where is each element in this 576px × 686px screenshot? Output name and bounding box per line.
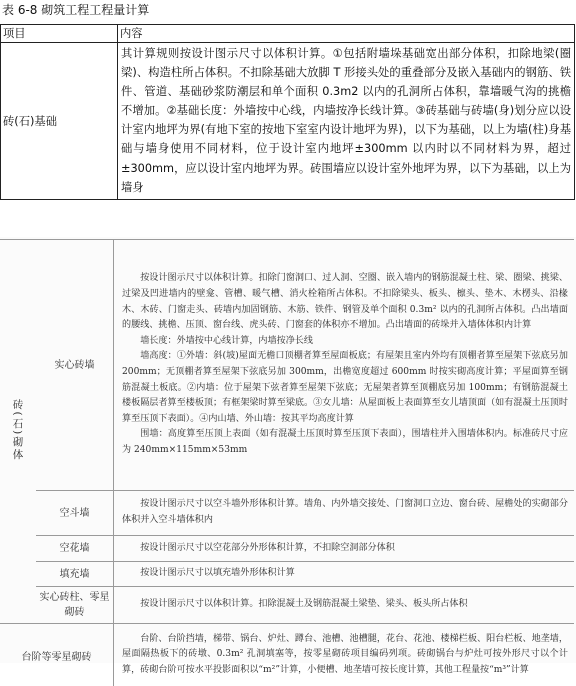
desc-paragraph: 按设计图示尺寸以填充墙外形体积计算 (122, 566, 568, 582)
table-row (0, 240, 574, 491)
row-name-steps-misc: 台阶等零星砌砖 (0, 624, 114, 686)
quantity-rules-table (0, 24, 575, 200)
scanned-table-image (0, 237, 576, 663)
row-name-lattice-wall: 空花墙 (36, 536, 114, 562)
row-name-brick-column: 实心砖柱、零星砌砖 (36, 587, 114, 624)
masonry-rules-table (0, 239, 574, 686)
table-row (0, 587, 574, 624)
table-row (0, 491, 574, 536)
desc-paragraph: 墙高度：①外墙：斜(坡)屋面无檐口顶棚者算至屋面板底；有屋架且室内外均有顶棚者算至屋架下弦底另加 200mm；无顶棚者算至屋架下弦底另加 300mm，出檐宽度超过 600mm 时按实砌高度计算；平屋面算至钢筋混凝土板底。②内墙：位于屋架下弦者算至屋架下弦底；无屋架者算至顶棚底另加 100mm；有钢筋混凝土楼板隔层者算至楼板顶；有框架梁时算至梁底。③女儿墙：从屋面板上表面算至女儿墙顶面（如有混凝土压顶时算至压顶下表面）。④内山墙、外山墙：按其平均高度计算 (122, 349, 568, 427)
row-desc-steps-misc (114, 624, 575, 686)
row-content-brick-foundation: 其计算规则按设计图示尺寸以体积计算。①包括附墙垛基础宽出部分体积，扣除地梁(圈梁)、构造柱所占体积。不扣除基础大放脚 T 形接头处的重叠部分及嵌入基础内的钢筋、铁件、管道、基础砂浆防潮层和单个面积 0.3m2 以内的孔洞所占体积，靠墙暖气沟的挑檐不增加。②基础长度：外墙按中心线，内墙按净长线计算。③砖基础与砖墙(身)划分应以设计室内地坪为界(有地下室的按地下室室内设计地坪为界)，以下为基础，以上为墙(柱)身基础与墙身使用不同材料，位于设计室内地坪±300mm 以内时以不同材料为界，超过±300mm，应以设计室内地坪为界。砖围墙应以设计室外地坪为界，以下为基础，以上为墙身 (118, 43, 575, 200)
table-row (0, 536, 574, 562)
desc-paragraph: 墙长度：外墙按中心线计算，内墙按净长线 (122, 334, 568, 350)
desc-paragraph: 按设计图示尺寸以体积计算。扣除门窗洞口、过人洞、空圈、嵌入墙内的钢筋混凝土柱、梁、圈梁、挑梁、过梁及凹进墙内的壁龛、管槽、暖气槽、消火栓箱所占体积。不扣除梁头、板头、檩头、垫木、木楞头、沿椽木、木砖、门窗走头、砖墙内加固钢筋、木筋、铁件、钢管及单个面积 0.3m² 以内的孔洞所占体积。凸出墙面的腰线、挑檐、压顶、窗台线、虎头砖、门窗套的体积亦不增加。凸出墙面的砖垛并入墙体体积内计算 (122, 271, 568, 333)
desc-paragraph: 按设计图示尺寸以空斗墙外形体积计算。墙角、内外墙交接处、门窗洞口立边、窗台砖、屋檐处的实砌部分体积并入空斗墙体积内 (122, 497, 568, 528)
table-header-row (1, 25, 575, 43)
row-desc-lattice-wall (114, 536, 575, 562)
row-name-hollow-wall: 空斗墙 (36, 491, 114, 536)
row-name-infill-wall: 填充墙 (36, 562, 114, 587)
table-row (0, 562, 574, 587)
row-desc-hollow-wall (114, 491, 575, 536)
row-item-brick-foundation: 砖(石)基础 (1, 43, 118, 200)
row-name-solid-brick-wall: 实心砖墙 (36, 240, 114, 491)
table-caption: 表 6-8 砌筑工程工程量计算 (2, 3, 149, 17)
row-desc-solid-brick-wall (114, 240, 575, 491)
header-content: 内容 (118, 25, 575, 43)
desc-paragraph: 围墙：高度算至压顶上表面（如有混凝土压顶时算至压顶下表面），围墙柱并入围墙体积内。标准砖尺寸应为 240mm×115mm×53mm (122, 427, 568, 458)
desc-paragraph: 按设计图示尺寸以空花部分外形体积计算，不扣除空洞部分体积 (122, 541, 568, 557)
category-cell (0, 240, 36, 624)
table-row (0, 624, 574, 686)
category-label: 砖(石)砌体 (11, 399, 26, 461)
row-desc-brick-column (114, 587, 575, 624)
table-row (1, 43, 575, 200)
row-desc-infill-wall (114, 562, 575, 587)
header-item: 项目 (1, 25, 118, 43)
desc-paragraph: 台阶、台阶挡墙，梯带、锅台、炉灶、蹲台、池槽、池槽腿，花台、花池、楼梯栏板、阳台栏板、地垄墙，屋面隔热板下的砖墩、0.3m² 孔洞填塞等，按零星砌砖项目编码列项。砖砌锅台与炉灶可按外形尺寸以个计算，砖砌台阶可按水平投影面积以“m²”计算，小便槽、地垄墙可按长度计算，其他工程量按“m³”计算 (122, 632, 568, 679)
desc-paragraph: 按设计图示尺寸以体积计算。扣除混凝土及钢筋混凝土梁垫、梁头、板头所占体积 (122, 597, 568, 613)
